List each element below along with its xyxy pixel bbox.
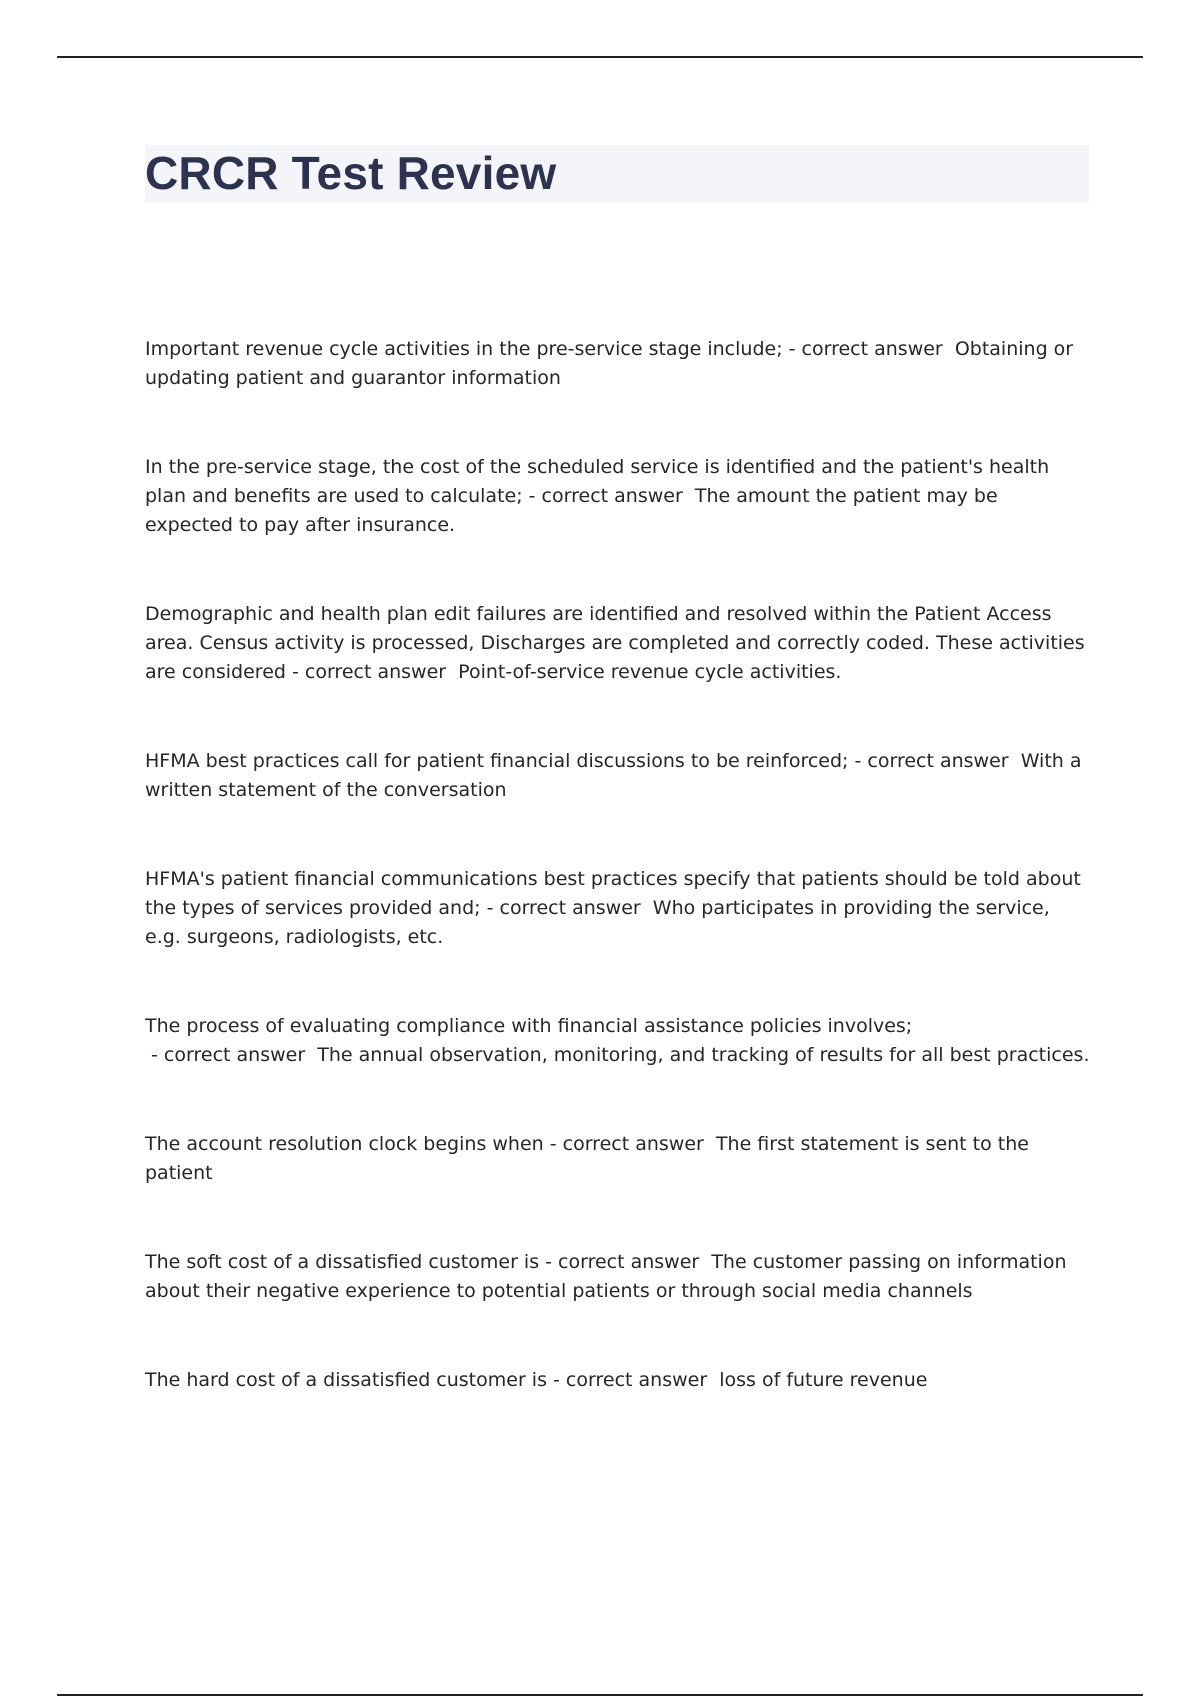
question-text: HFMA best practices call for patient financial discussions to be reinforced;	[145, 750, 849, 772]
question-text: The process of evaluating compliance with financial assistance policies involves;	[145, 1015, 913, 1037]
question-text: Important revenue cycle activities in the pre-service stage include;	[145, 338, 783, 360]
question-text: The hard cost of a dissatisfied customer is	[145, 1369, 547, 1391]
footer-rule	[57, 1694, 1143, 1696]
answer-separator: - correct answer	[145, 1044, 318, 1066]
qa-item	[145, 1366, 1090, 1395]
answer-separator: - correct answer	[782, 338, 955, 360]
answer-text: With a written statement of the conversation	[145, 750, 1082, 801]
answer-text: loss of future revenue	[719, 1369, 928, 1391]
answer-text: The annual observation, monitoring, and tracking of results for all best practices.	[317, 1044, 1090, 1066]
answer-separator: - correct answer	[543, 1133, 716, 1155]
answer-text: Point-of-service revenue cycle activities.	[458, 661, 842, 683]
question-text: HFMA's patient financial communications best practices specify that patients should be told about the types of services provided and;	[145, 868, 1081, 919]
qa-item	[145, 747, 1090, 805]
answer-text: The first statement is sent to the patient	[145, 1133, 1029, 1184]
answer-separator: - correct answer	[522, 485, 695, 507]
answer-separator: - correct answer	[848, 750, 1021, 772]
question-text: In the pre-service stage, the cost of the scheduled service is identified and the patient's health plan and benefits are used to calculate;	[145, 456, 1050, 507]
question-text: Demographic and health plan edit failures are identified and resolved within the Patient Access area. Census activity is processed, Discharges are completed and correctly coded. These activities are considered	[145, 603, 1085, 683]
qa-item	[145, 335, 1090, 393]
header-rule	[57, 56, 1143, 58]
answer-text: The amount the patient may be expected to pay after insurance.	[145, 485, 998, 536]
question-text: The soft cost of a dissatisfied customer is	[145, 1251, 540, 1273]
qa-item	[145, 600, 1090, 687]
qa-item	[145, 1012, 1090, 1070]
answer-text: Obtaining or updating patient and guarantor information	[145, 338, 1074, 389]
question-text: The account resolution clock begins when	[145, 1133, 544, 1155]
page-title: CRCR Test Review	[145, 147, 557, 199]
answer-text: The customer passing on information about their negative experience to potential patients or through social media channels	[145, 1251, 1067, 1302]
qa-item	[145, 453, 1090, 540]
qa-item	[145, 1248, 1090, 1306]
answer-separator: - correct answer	[480, 897, 653, 919]
answer-separator: - correct answer	[539, 1251, 712, 1273]
qa-item	[145, 1130, 1090, 1188]
answer-text: Who participates in providing the service, e.g. surgeons, radiologists, etc.	[145, 897, 1050, 948]
answer-separator: - correct answer	[547, 1369, 720, 1391]
qa-item	[145, 865, 1090, 952]
answer-separator: - correct answer	[285, 661, 459, 683]
title-band	[145, 145, 1089, 202]
qa-list	[145, 335, 1090, 1455]
